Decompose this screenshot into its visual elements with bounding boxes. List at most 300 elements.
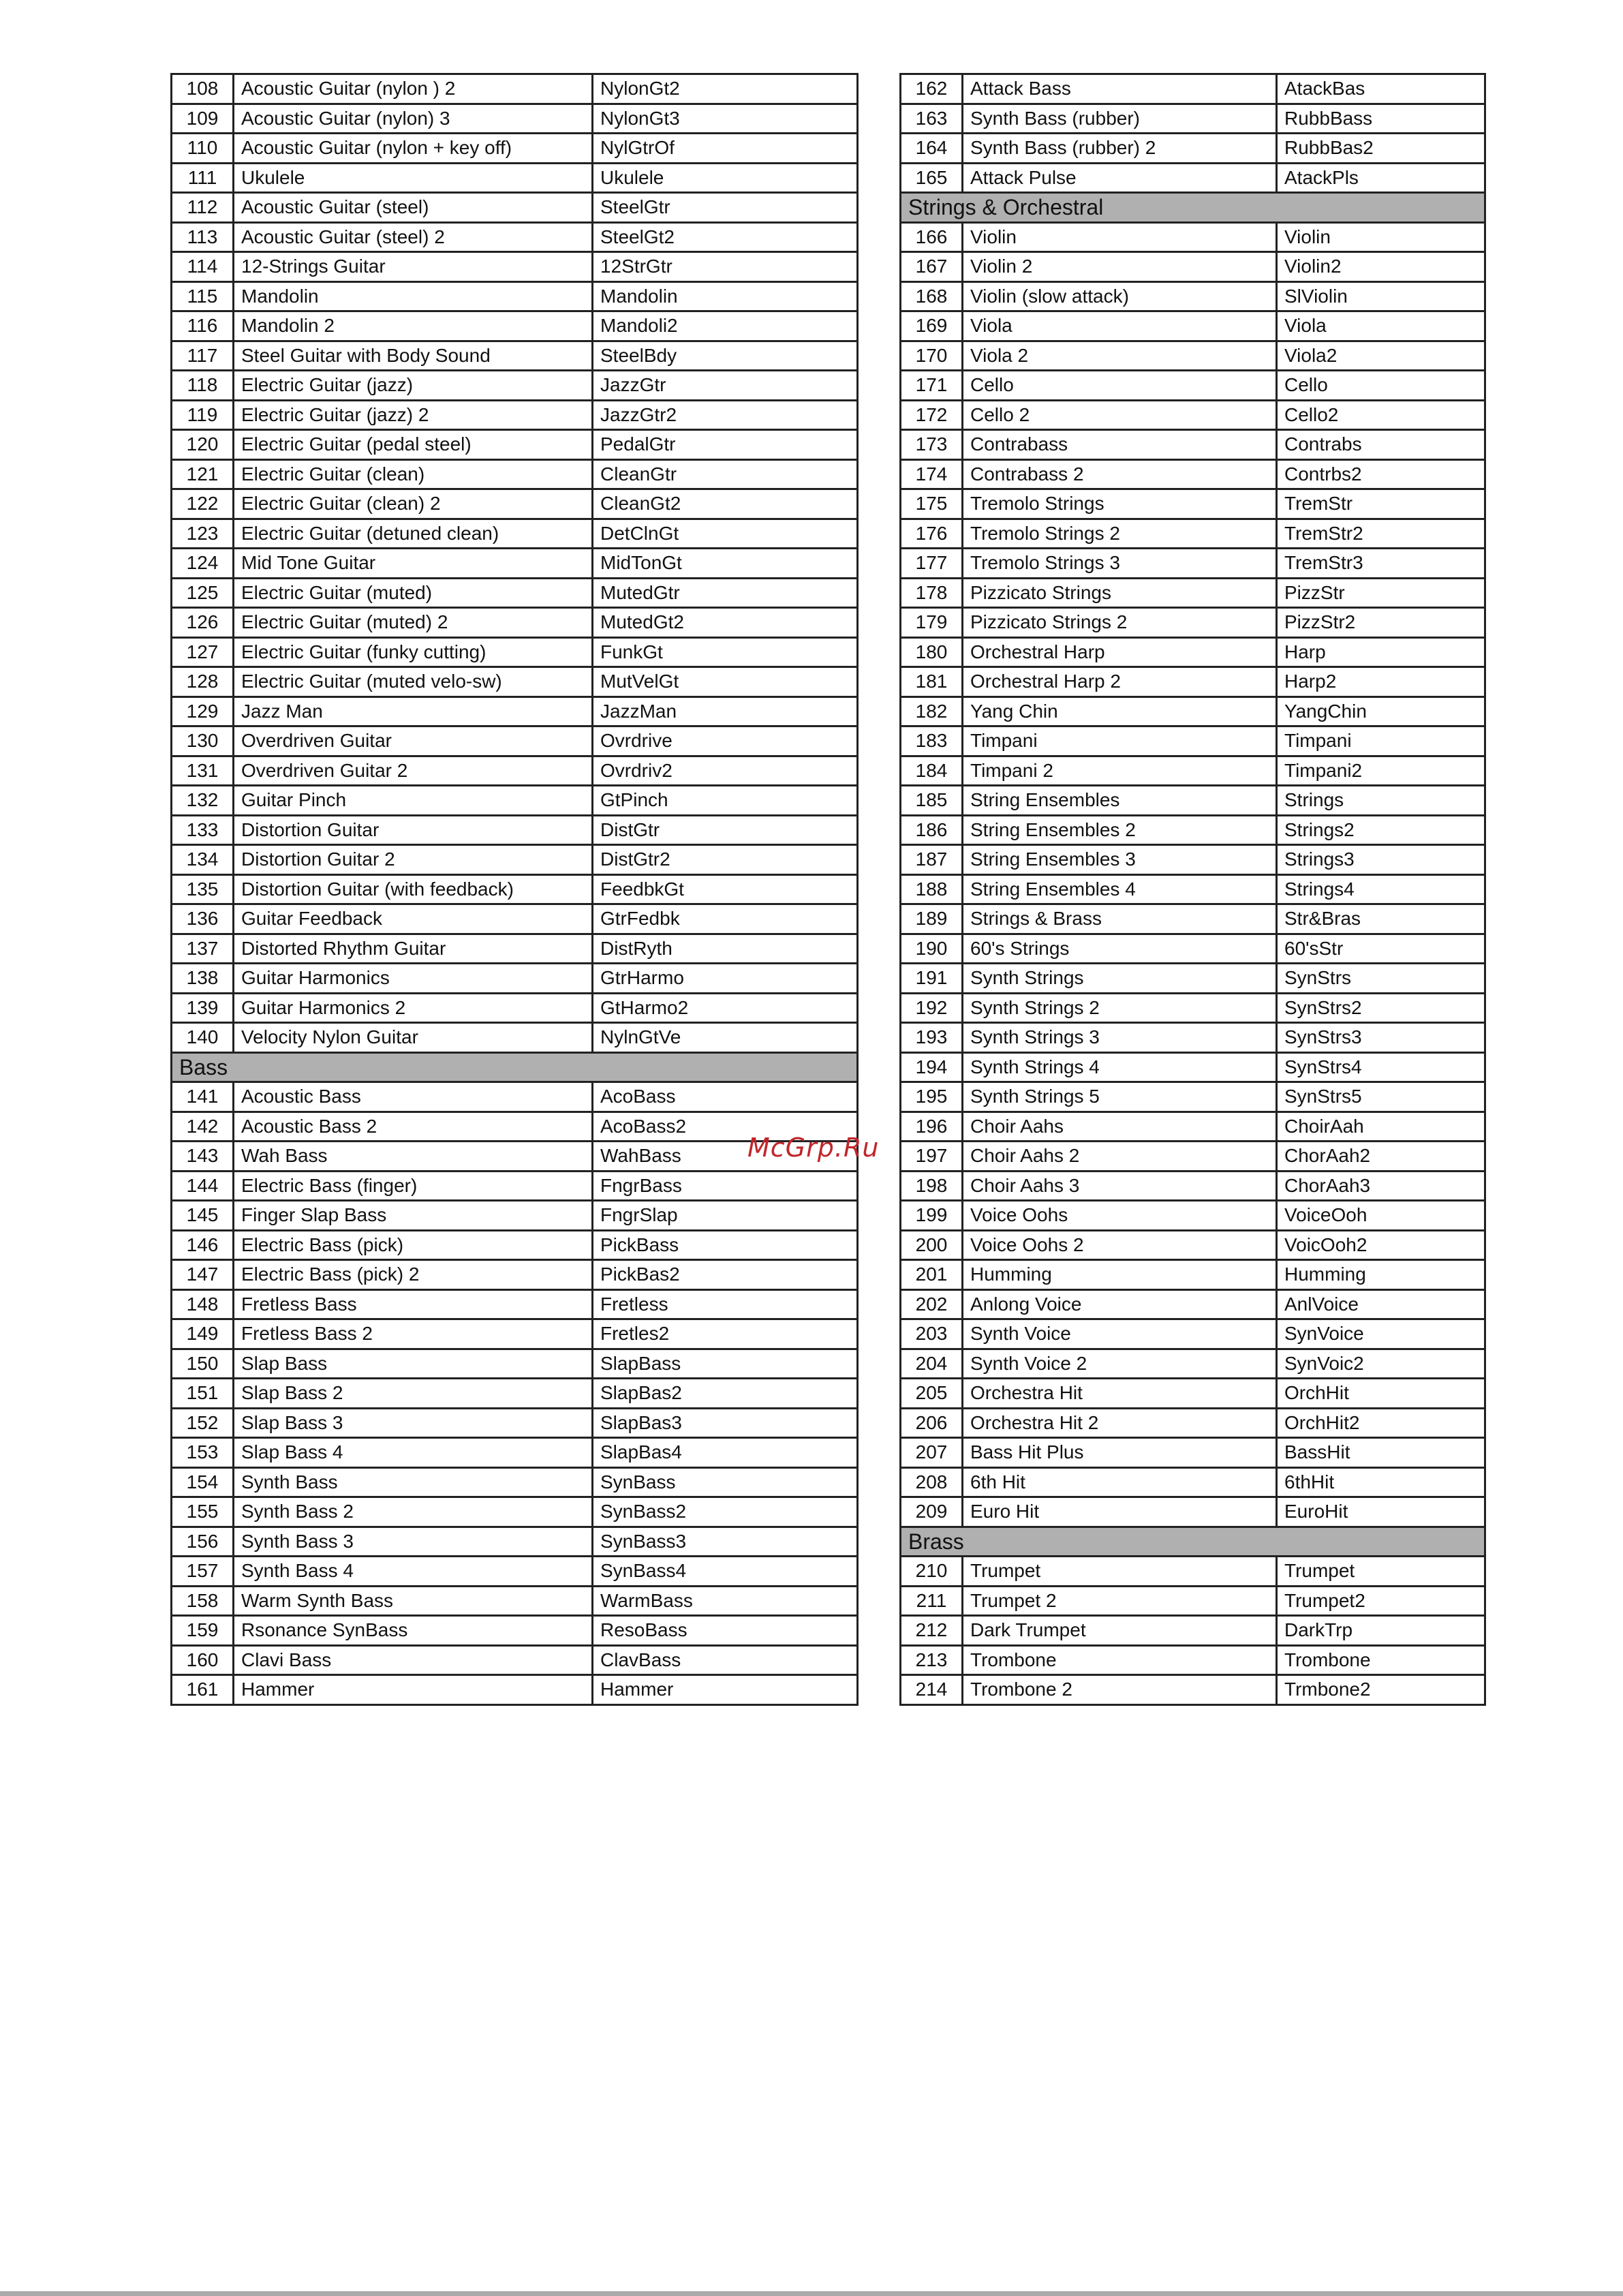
voice-number: 117 xyxy=(172,341,234,371)
voice-number: 194 xyxy=(901,1052,963,1082)
voice-number: 167 xyxy=(901,252,963,282)
voice-row xyxy=(901,1052,1485,1082)
voice-row xyxy=(172,459,858,489)
voice-row xyxy=(172,104,858,134)
voice-name: Acoustic Guitar (nylon) 3 xyxy=(234,104,593,134)
voice-number: 188 xyxy=(901,874,963,904)
voice-number: 202 xyxy=(901,1289,963,1319)
voice-row xyxy=(172,1497,858,1527)
voice-number: 181 xyxy=(901,667,963,697)
voice-short-name: SlapBas3 xyxy=(593,1408,858,1438)
voice-name: Mandolin 2 xyxy=(234,311,593,341)
voice-name: Viola xyxy=(963,311,1277,341)
voice-short-name: SynStrs4 xyxy=(1277,1052,1485,1082)
voice-number: 147 xyxy=(172,1260,234,1290)
voice-row xyxy=(901,845,1485,875)
voice-row xyxy=(901,815,1485,845)
voice-number: 122 xyxy=(172,489,234,519)
voice-short-name: Ovrdriv2 xyxy=(593,756,858,786)
voice-row xyxy=(901,1467,1485,1497)
voice-short-name: SynStrs5 xyxy=(1277,1082,1485,1112)
voice-name: Mandolin xyxy=(234,281,593,311)
voice-short-name: MidTonGt xyxy=(593,549,858,579)
voice-name: Electric Guitar (pedal steel) xyxy=(234,430,593,460)
voice-number: 189 xyxy=(901,904,963,934)
voice-row xyxy=(172,281,858,311)
voice-number: 112 xyxy=(172,193,234,223)
voice-short-name: FunkGt xyxy=(593,637,858,667)
voice-row xyxy=(901,1171,1485,1201)
voice-number: 126 xyxy=(172,608,234,638)
voice-name: Synth Bass xyxy=(234,1467,593,1497)
voice-row xyxy=(901,430,1485,460)
voice-short-name: GtrFedbk xyxy=(593,904,858,934)
voice-row xyxy=(172,934,858,964)
voice-row xyxy=(172,874,858,904)
voice-short-name: Strings3 xyxy=(1277,845,1485,875)
voice-short-name: PizzStr xyxy=(1277,578,1485,608)
voice-number: 116 xyxy=(172,311,234,341)
voice-row xyxy=(901,964,1485,994)
voice-number: 173 xyxy=(901,430,963,460)
voice-row xyxy=(901,1379,1485,1409)
voice-name: Anlong Voice xyxy=(963,1289,1277,1319)
voice-number: 156 xyxy=(172,1527,234,1557)
voice-row xyxy=(172,815,858,845)
voice-number: 111 xyxy=(172,163,234,193)
voice-row xyxy=(901,1586,1485,1616)
voice-short-name: ClavBass xyxy=(593,1645,858,1675)
voice-name: Acoustic Guitar (steel) 2 xyxy=(234,222,593,252)
voice-name: Timpani xyxy=(963,726,1277,756)
voice-short-name: RubbBas2 xyxy=(1277,134,1485,164)
voice-number: 211 xyxy=(901,1586,963,1616)
voice-number: 149 xyxy=(172,1319,234,1349)
voice-short-name: SteelGt2 xyxy=(593,222,858,252)
voice-short-name: PickBass xyxy=(593,1230,858,1260)
voice-number: 193 xyxy=(901,1023,963,1053)
voice-name: Viola 2 xyxy=(963,341,1277,371)
voice-short-name: NylonGt3 xyxy=(593,104,858,134)
voice-name: Synth Bass (rubber) xyxy=(963,104,1277,134)
voice-number: 185 xyxy=(901,786,963,816)
voice-number: 145 xyxy=(172,1201,234,1231)
voice-name: Electric Guitar (muted) xyxy=(234,578,593,608)
voice-row xyxy=(172,578,858,608)
voice-number: 159 xyxy=(172,1616,234,1646)
voice-short-name: Strings xyxy=(1277,786,1485,816)
voice-short-name: JazzGtr xyxy=(593,371,858,401)
voice-short-name: Trumpet2 xyxy=(1277,1586,1485,1616)
voice-row xyxy=(901,1201,1485,1231)
voice-short-name: Humming xyxy=(1277,1260,1485,1290)
voice-number: 119 xyxy=(172,400,234,430)
voice-short-name: FeedbkGt xyxy=(593,874,858,904)
voice-name: Distorted Rhythm Guitar xyxy=(234,934,593,964)
voice-number: 108 xyxy=(172,74,234,104)
voice-row xyxy=(901,1645,1485,1675)
voice-short-name: Trumpet xyxy=(1277,1557,1485,1587)
voice-number: 196 xyxy=(901,1112,963,1142)
voice-row xyxy=(172,1616,858,1646)
voice-number: 157 xyxy=(172,1557,234,1587)
voice-row xyxy=(172,74,858,104)
voice-short-name: DarkTrp xyxy=(1277,1616,1485,1646)
voice-row xyxy=(901,222,1485,252)
voice-name: Trombone 2 xyxy=(963,1675,1277,1705)
voice-short-name: Contrabs xyxy=(1277,430,1485,460)
voice-row xyxy=(172,252,858,282)
voice-row xyxy=(172,1527,858,1557)
voice-number: 154 xyxy=(172,1467,234,1497)
voice-name: Trumpet xyxy=(963,1557,1277,1587)
voice-row xyxy=(172,1171,858,1201)
voice-short-name: SynBass xyxy=(593,1467,858,1497)
voice-short-name: AtackBas xyxy=(1277,74,1485,104)
voice-short-name: Mandoli2 xyxy=(593,311,858,341)
voice-number: 191 xyxy=(901,964,963,994)
voice-number: 143 xyxy=(172,1142,234,1172)
voice-row xyxy=(172,1260,858,1290)
voice-number: 203 xyxy=(901,1319,963,1349)
voice-short-name: Viola2 xyxy=(1277,341,1485,371)
voice-short-name: WahBass xyxy=(593,1142,858,1172)
voice-short-name: 60'sStr xyxy=(1277,934,1485,964)
voice-number: 171 xyxy=(901,371,963,401)
voice-name: Synth Strings 5 xyxy=(963,1082,1277,1112)
voice-name: Cello 2 xyxy=(963,400,1277,430)
voice-number: 133 xyxy=(172,815,234,845)
voice-row xyxy=(172,726,858,756)
voice-number: 109 xyxy=(172,104,234,134)
voice-short-name: Viola xyxy=(1277,311,1485,341)
voice-short-name: SlapBas2 xyxy=(593,1379,858,1409)
voice-row xyxy=(172,400,858,430)
voice-name: Voice Oohs 2 xyxy=(963,1230,1277,1260)
voice-short-name: VoicOoh2 xyxy=(1277,1230,1485,1260)
voice-row xyxy=(901,904,1485,934)
voice-row xyxy=(172,1289,858,1319)
voice-row xyxy=(172,222,858,252)
voice-name: Distortion Guitar (with feedback) xyxy=(234,874,593,904)
voice-row xyxy=(901,934,1485,964)
voice-number: 114 xyxy=(172,252,234,282)
voice-name: Dark Trumpet xyxy=(963,1616,1277,1646)
voice-number: 180 xyxy=(901,637,963,667)
voice-short-name: OrchHit2 xyxy=(1277,1408,1485,1438)
voice-name: Synth Strings 3 xyxy=(963,1023,1277,1053)
voice-name: Tremolo Strings 2 xyxy=(963,519,1277,549)
voice-name: Pizzicato Strings xyxy=(963,578,1277,608)
voice-number: 132 xyxy=(172,786,234,816)
voice-name: String Ensembles 2 xyxy=(963,815,1277,845)
voice-name: Synth Strings 2 xyxy=(963,993,1277,1023)
voice-name: Attack Pulse xyxy=(963,163,1277,193)
voice-name: Attack Bass xyxy=(963,74,1277,104)
voice-row xyxy=(172,341,858,371)
voice-number: 120 xyxy=(172,430,234,460)
voice-name: Wah Bass xyxy=(234,1142,593,1172)
voice-row xyxy=(901,993,1485,1023)
voice-row xyxy=(901,1230,1485,1260)
voice-short-name: Fretless xyxy=(593,1289,858,1319)
voice-name: Finger Slap Bass xyxy=(234,1201,593,1231)
voice-row xyxy=(901,786,1485,816)
voice-short-name: GtrHarmo xyxy=(593,964,858,994)
voice-short-name: Harp2 xyxy=(1277,667,1485,697)
voice-name: Slap Bass xyxy=(234,1349,593,1379)
voice-short-name: TremStr xyxy=(1277,489,1485,519)
voice-row xyxy=(901,104,1485,134)
voice-number: 174 xyxy=(901,459,963,489)
voice-number: 213 xyxy=(901,1645,963,1675)
voice-name: Electric Guitar (jazz) 2 xyxy=(234,400,593,430)
voice-row xyxy=(172,667,858,697)
voice-name: Overdriven Guitar 2 xyxy=(234,756,593,786)
voice-short-name: Ovrdrive xyxy=(593,726,858,756)
watermark: McGrp.Ru xyxy=(747,1133,880,1163)
voice-name: Bass Hit Plus xyxy=(963,1438,1277,1468)
voice-name: Guitar Harmonics 2 xyxy=(234,993,593,1023)
voice-row xyxy=(172,1557,858,1587)
voice-name: Trombone xyxy=(963,1645,1277,1675)
voice-short-name: GtHarmo2 xyxy=(593,993,858,1023)
section-title: Brass xyxy=(901,1527,1485,1557)
voice-row xyxy=(901,1557,1485,1587)
voice-name: Strings & Brass xyxy=(963,904,1277,934)
section-header-row xyxy=(901,193,1485,223)
voice-row xyxy=(172,845,858,875)
voice-short-name: Timpani2 xyxy=(1277,756,1485,786)
voice-row xyxy=(172,1230,858,1260)
voice-short-name: SynBass2 xyxy=(593,1497,858,1527)
voice-number: 192 xyxy=(901,993,963,1023)
voice-row xyxy=(901,311,1485,341)
voice-short-name: PedalGtr xyxy=(593,430,858,460)
voice-name: 60's Strings xyxy=(963,934,1277,964)
voice-number: 177 xyxy=(901,549,963,579)
voice-name: Acoustic Guitar (nylon + key off) xyxy=(234,134,593,164)
voice-name: Euro Hit xyxy=(963,1497,1277,1527)
voice-name: Guitar Pinch xyxy=(234,786,593,816)
voice-name: String Ensembles 3 xyxy=(963,845,1277,875)
voice-name: Synth Bass 3 xyxy=(234,1527,593,1557)
voice-short-name: Trmbone2 xyxy=(1277,1675,1485,1705)
voice-name: Synth Bass 4 xyxy=(234,1557,593,1587)
voice-name: Steel Guitar with Body Sound xyxy=(234,341,593,371)
voice-short-name: TremStr3 xyxy=(1277,549,1485,579)
voice-short-name: JazzMan xyxy=(593,697,858,726)
voice-name: Choir Aahs xyxy=(963,1112,1277,1142)
section-header-row xyxy=(901,1527,1485,1557)
voice-number: 186 xyxy=(901,815,963,845)
voice-number: 183 xyxy=(901,726,963,756)
voice-name: Trumpet 2 xyxy=(963,1586,1277,1616)
section-title: Bass xyxy=(172,1052,858,1082)
voice-name: Jazz Man xyxy=(234,697,593,726)
voice-short-name: SynBass4 xyxy=(593,1557,858,1587)
voice-number: 165 xyxy=(901,163,963,193)
voice-number: 197 xyxy=(901,1142,963,1172)
voice-name: Tremolo Strings 3 xyxy=(963,549,1277,579)
voice-short-name: AtackPls xyxy=(1277,163,1485,193)
voice-name: Pizzicato Strings 2 xyxy=(963,608,1277,638)
voice-name: 12-Strings Guitar xyxy=(234,252,593,282)
voice-name: Electric Guitar (muted) 2 xyxy=(234,608,593,638)
voice-number: 172 xyxy=(901,400,963,430)
voice-name: Rsonance SynBass xyxy=(234,1616,593,1646)
voice-short-name: TremStr2 xyxy=(1277,519,1485,549)
voice-row xyxy=(901,281,1485,311)
voice-name: Fretless Bass xyxy=(234,1289,593,1319)
voice-row xyxy=(172,371,858,401)
voice-number: 170 xyxy=(901,341,963,371)
voice-short-name: VoiceOoh xyxy=(1277,1201,1485,1231)
voice-short-name: Mandolin xyxy=(593,281,858,311)
voice-name: Yang Chin xyxy=(963,697,1277,726)
voice-number: 110 xyxy=(172,134,234,164)
voice-short-name: Str&Bras xyxy=(1277,904,1485,934)
voice-name: Orchestra Hit xyxy=(963,1379,1277,1409)
voice-name: Warm Synth Bass xyxy=(234,1586,593,1616)
voice-number: 124 xyxy=(172,549,234,579)
voice-short-name: WarmBass xyxy=(593,1586,858,1616)
voice-row xyxy=(901,1023,1485,1053)
voice-short-name: Harp xyxy=(1277,637,1485,667)
voice-name: Electric Guitar (clean) 2 xyxy=(234,489,593,519)
voice-name: Violin (slow attack) xyxy=(963,281,1277,311)
voice-name: Synth Strings 4 xyxy=(963,1052,1277,1082)
voice-short-name: Violin xyxy=(1277,222,1485,252)
voice-number: 184 xyxy=(901,756,963,786)
voice-row xyxy=(172,1023,858,1053)
voice-row xyxy=(172,1438,858,1468)
voice-name: Mid Tone Guitar xyxy=(234,549,593,579)
voice-row xyxy=(172,193,858,223)
voice-table-left xyxy=(170,73,859,1706)
voice-row xyxy=(172,1408,858,1438)
voice-short-name: Strings4 xyxy=(1277,874,1485,904)
voice-row xyxy=(901,697,1485,726)
voice-name: Acoustic Guitar (nylon ) 2 xyxy=(234,74,593,104)
voice-name: Electric Bass (pick) xyxy=(234,1230,593,1260)
voice-short-name: SynVoice xyxy=(1277,1319,1485,1349)
voice-name: Choir Aahs 2 xyxy=(963,1142,1277,1172)
voice-short-name: AcoBass2 xyxy=(593,1112,858,1142)
voice-row xyxy=(901,667,1485,697)
voice-short-name: Contrbs2 xyxy=(1277,459,1485,489)
voice-number: 158 xyxy=(172,1586,234,1616)
voice-number: 204 xyxy=(901,1349,963,1379)
voice-row xyxy=(172,311,858,341)
voice-short-name: ChorAah3 xyxy=(1277,1171,1485,1201)
voice-number: 144 xyxy=(172,1171,234,1201)
voice-name: Orchestral Harp 2 xyxy=(963,667,1277,697)
voice-number: 113 xyxy=(172,222,234,252)
voice-row xyxy=(901,134,1485,164)
voice-row xyxy=(901,400,1485,430)
voice-row xyxy=(901,1112,1485,1142)
voice-row xyxy=(172,1319,858,1349)
voice-short-name: NylonGt2 xyxy=(593,74,858,104)
voice-name: Humming xyxy=(963,1260,1277,1290)
voice-short-name: Trombone xyxy=(1277,1645,1485,1675)
voice-short-name: EuroHit xyxy=(1277,1497,1485,1527)
voice-row xyxy=(901,252,1485,282)
voice-number: 118 xyxy=(172,371,234,401)
voice-name: Velocity Nylon Guitar xyxy=(234,1023,593,1053)
voice-name: Synth Strings xyxy=(963,964,1277,994)
voice-row xyxy=(901,756,1485,786)
voice-number: 131 xyxy=(172,756,234,786)
voice-number: 136 xyxy=(172,904,234,934)
voice-row xyxy=(172,786,858,816)
voice-name: Voice Oohs xyxy=(963,1201,1277,1231)
voice-name: Electric Guitar (jazz) xyxy=(234,371,593,401)
voice-number: 178 xyxy=(901,578,963,608)
voice-short-name: MutedGtr xyxy=(593,578,858,608)
voice-row xyxy=(172,1586,858,1616)
voice-name: Timpani 2 xyxy=(963,756,1277,786)
voice-row xyxy=(172,489,858,519)
voice-short-name: SynStrs2 xyxy=(1277,993,1485,1023)
voice-row xyxy=(901,1408,1485,1438)
voice-name: Electric Guitar (clean) xyxy=(234,459,593,489)
voice-row xyxy=(901,1082,1485,1112)
voice-name: Synth Voice 2 xyxy=(963,1349,1277,1379)
voice-short-name: SteelGtr xyxy=(593,193,858,223)
voice-number: 129 xyxy=(172,697,234,726)
voice-name: Electric Bass (pick) 2 xyxy=(234,1260,593,1290)
voice-name: Synth Bass 2 xyxy=(234,1497,593,1527)
voice-number: 160 xyxy=(172,1645,234,1675)
voice-short-name: SynStrs xyxy=(1277,964,1485,994)
voice-number: 162 xyxy=(901,74,963,104)
voice-short-name: JazzGtr2 xyxy=(593,400,858,430)
voice-short-name: SynBass3 xyxy=(593,1527,858,1557)
voice-number: 208 xyxy=(901,1467,963,1497)
voice-number: 163 xyxy=(901,104,963,134)
voice-name: Slap Bass 2 xyxy=(234,1379,593,1409)
voice-short-name: FngrBass xyxy=(593,1171,858,1201)
voice-number: 152 xyxy=(172,1408,234,1438)
voice-row xyxy=(901,1497,1485,1527)
voice-short-name: SlapBas4 xyxy=(593,1438,858,1468)
voice-name: Acoustic Guitar (steel) xyxy=(234,193,593,223)
voice-table-right xyxy=(899,73,1486,1706)
voice-number: 125 xyxy=(172,578,234,608)
voice-short-name: PizzStr2 xyxy=(1277,608,1485,638)
voice-row xyxy=(172,608,858,638)
voice-name: Electric Guitar (detuned clean) xyxy=(234,519,593,549)
voice-short-name: ChoirAah xyxy=(1277,1112,1485,1142)
voice-short-name: SynStrs3 xyxy=(1277,1023,1485,1053)
voice-short-name: DistRyth xyxy=(593,934,858,964)
voice-number: 176 xyxy=(901,519,963,549)
voice-short-name: FngrSlap xyxy=(593,1201,858,1231)
voice-number: 209 xyxy=(901,1497,963,1527)
voice-name: String Ensembles xyxy=(963,786,1277,816)
voice-number: 166 xyxy=(901,222,963,252)
voice-name: Violin xyxy=(963,222,1277,252)
voice-number: 150 xyxy=(172,1349,234,1379)
voice-number: 130 xyxy=(172,726,234,756)
voice-row xyxy=(172,993,858,1023)
voice-short-name: CleanGt2 xyxy=(593,489,858,519)
voice-row xyxy=(901,519,1485,549)
voice-short-name: SteelBdy xyxy=(593,341,858,371)
voice-short-name: MutedGt2 xyxy=(593,608,858,638)
